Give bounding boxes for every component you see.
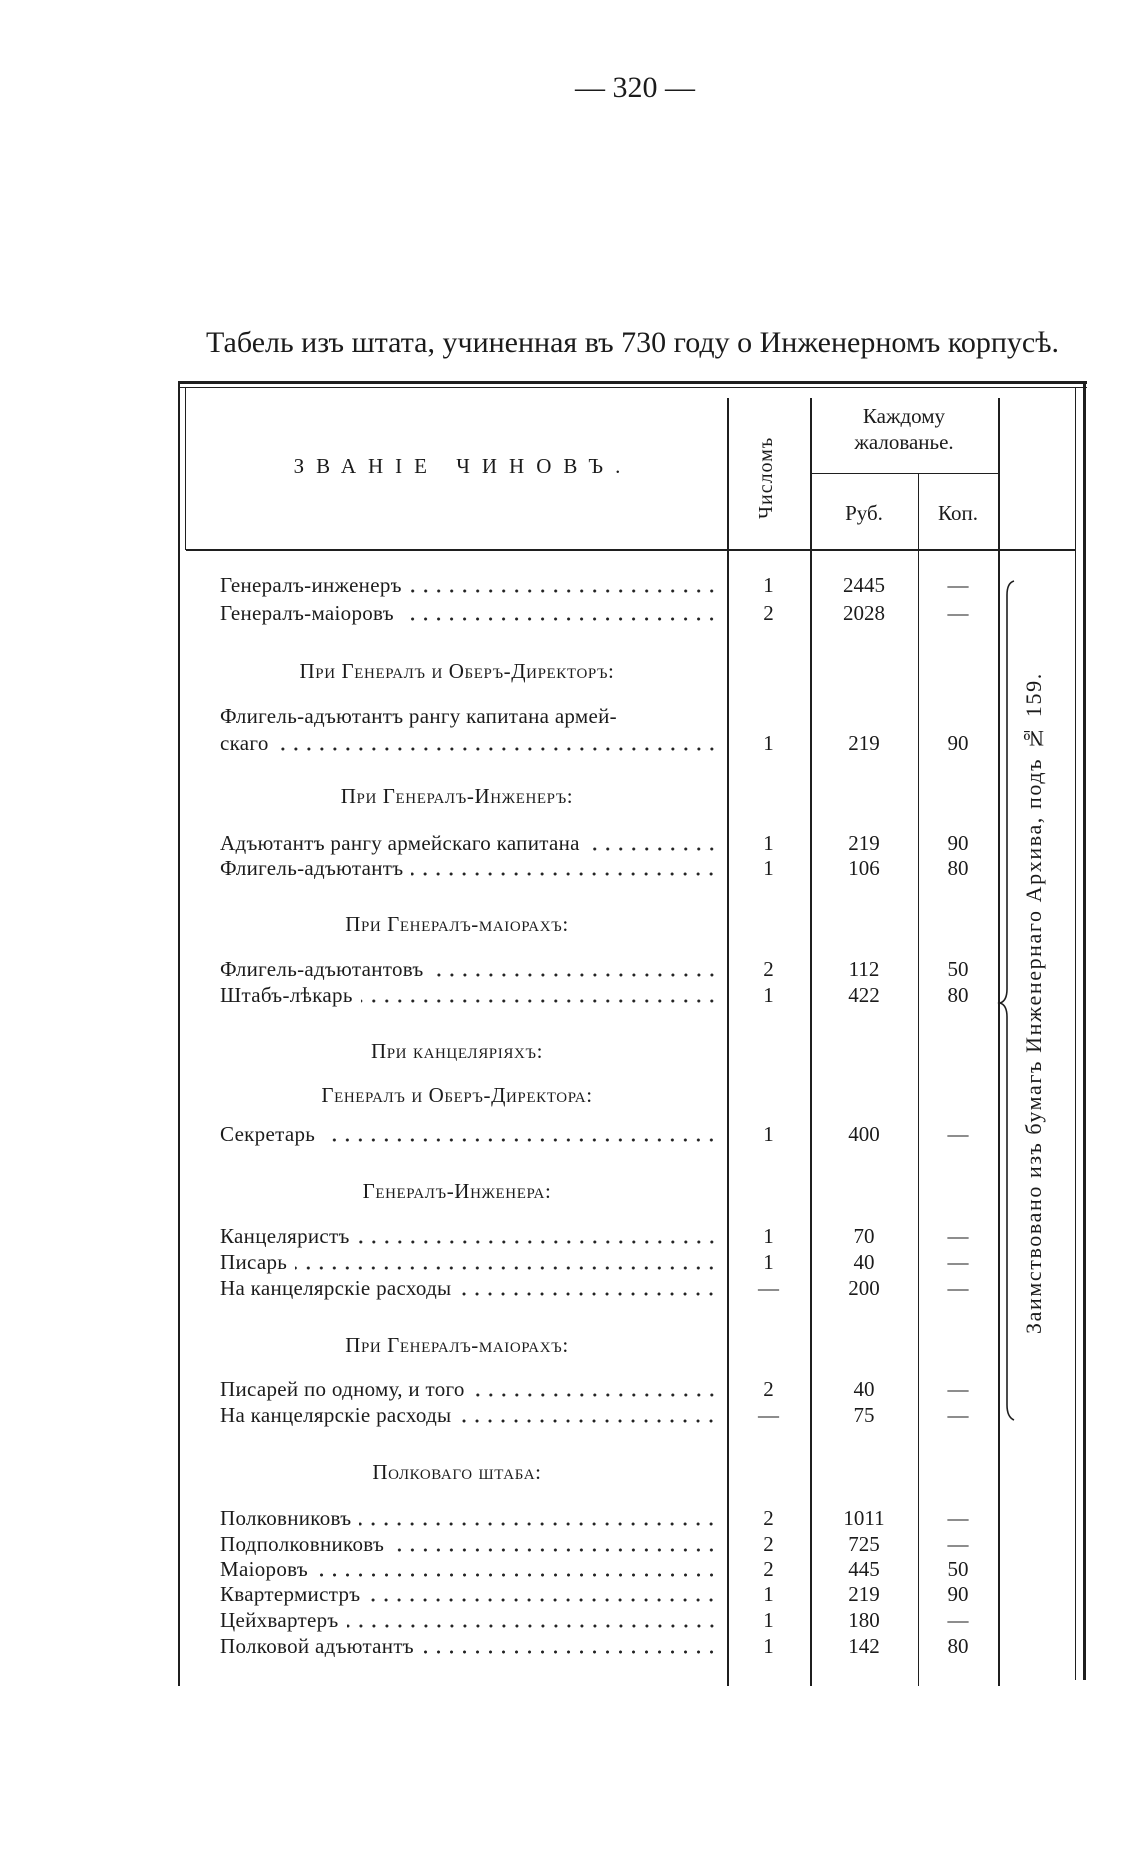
header-salary-line2: жалованье. [854,430,954,454]
kopecks-cell: 50 [947,957,969,981]
table-row [0,1402,1140,1428]
table-top-rule-outer [178,381,1087,384]
count-cell: 2 [763,1377,774,1401]
table-row [0,600,1140,626]
rank-name-wrap [220,1223,718,1249]
rank-name: Писарей по одному, и того [220,1377,465,1401]
count-cell: — [758,1276,779,1300]
table-row [0,1581,1140,1607]
rubles-cell: 2028 [843,601,885,625]
count-cell: 1 [763,1634,774,1658]
rank-name: Флигель-адъютантъ рангу капитана армей- [220,704,617,728]
count-cell: 1 [763,1582,774,1606]
section-heading: При Генералъ-Инженеръ: [340,784,574,808]
kopecks-cell: 90 [947,831,969,855]
kopecks-cell: — [947,1506,969,1530]
rank-name-wrap [220,956,718,982]
count-cell: 1 [763,573,774,597]
dot-leader [402,617,718,621]
table-row [0,1223,1140,1249]
rank-name: На канцелярскіе расходы [220,1403,452,1427]
count-cell: 2 [763,601,774,625]
dot-leader [473,1393,718,1397]
table-row [0,1275,1140,1301]
kopecks-cell: 50 [947,1557,969,1581]
rubles-cell: 725 [848,1532,880,1556]
rubles-cell: 70 [853,1224,875,1248]
rank-name-wrap [220,1402,718,1428]
count-cell: 1 [763,983,774,1007]
section-heading: Генералъ и Оберъ-Директора: [321,1083,593,1107]
count-cell: 1 [763,1608,774,1632]
kopecks-cell: — [947,1377,969,1401]
rank-name-wrap [220,600,718,626]
table-row [0,1556,1140,1582]
rank-name-wrap [220,1556,718,1582]
dot-leader [347,1624,718,1628]
rank-name: Маіоровъ [220,1557,308,1581]
count-cell: 2 [763,1532,774,1556]
rubles-cell: 422 [848,983,880,1007]
side-note: Заимствовано изъ бумагъ Инженернаго Архива, подъ № 159. [1021,672,1046,1334]
rank-name-wrap [220,1275,718,1301]
rank-name-wrap [220,1505,718,1531]
rubles-cell: 106 [848,856,880,880]
header-count: Числомъ [755,436,777,520]
dot-leader [411,872,718,876]
kopecks-cell: — [947,1122,969,1146]
dot-leader [358,1240,718,1244]
kopecks-cell: — [947,1250,969,1274]
table-row [0,730,1140,756]
count-cell: 1 [763,1250,774,1274]
dot-leader [368,1598,718,1602]
kopecks-cell: 80 [947,856,969,880]
table-row [0,1121,1140,1147]
section-heading: Полковаго штаба: [372,1460,542,1484]
table-row-wrapped-line [0,703,1140,729]
rank-name: На канцелярскіе расходы [220,1276,452,1300]
table-row [0,1531,1140,1557]
page-title: Табель изъ штата, учиненная въ 730 году о Инженерномъ корпусѣ. [205,326,1060,359]
section-heading-row [0,1459,1140,1485]
curly-brace [990,575,1020,1425]
kopecks-cell: 80 [947,1634,969,1658]
rubles-cell: 75 [853,1403,875,1427]
salary-sub-rule [810,473,998,474]
dot-leader [359,1522,718,1526]
rank-name-wrap [220,1249,718,1275]
count-cell: 1 [763,731,774,755]
dot-leader [410,589,718,593]
rank-name: Полковой адъютантъ [220,1634,414,1658]
dot-leader [323,1138,718,1142]
table-row [0,572,1140,598]
table-row [0,956,1140,982]
kopecks-cell: 80 [947,983,969,1007]
header-salary-line1: Каждому [862,404,946,428]
rubles-cell: 200 [848,1276,880,1300]
rank-name: Адъютантъ рангу армейскаго капитана [220,831,580,855]
rank-name: Квартермистръ [220,1582,361,1606]
rank-name-wrap [220,830,718,856]
dot-leader [277,747,718,751]
dot-leader [361,999,718,1003]
dot-leader [459,1292,718,1296]
dot-leader [432,973,718,977]
rank-name-wrap [220,1607,718,1633]
kopecks-cell: 90 [947,731,969,755]
rank-name-wrap [220,1121,718,1147]
rank-name: Канцеляристъ [220,1224,350,1248]
dot-leader [295,1266,718,1270]
section-heading-row [0,911,1140,937]
kopecks-cell: — [947,1532,969,1556]
table-row [0,1505,1140,1531]
section-heading-row [0,1038,1140,1064]
section-heading-row [0,1332,1140,1358]
rank-name-continuation: скаго [220,731,269,755]
rank-name: Цейхвартеръ [220,1608,339,1632]
rank-name: Генералъ-маіоровъ [220,601,394,625]
rubles-cell: 40 [853,1250,875,1274]
section-heading: При канцеляріяхъ: [370,1039,544,1063]
table-row [0,982,1140,1008]
page-number: — 320 — [575,71,695,104]
rank-name: Секретарь [220,1122,316,1146]
section-heading: При Генералъ и Оберъ-Директоръ: [299,659,615,683]
rubles-cell: 219 [848,1582,880,1606]
count-cell: 1 [763,1122,774,1146]
header-kopecks: Коп. [938,501,978,525]
count-cell: 1 [763,831,774,855]
count-cell: 2 [763,1506,774,1530]
dot-leader [316,1573,718,1577]
section-heading: При Генералъ-маіорахъ: [345,912,569,936]
count-cell: 2 [763,957,774,981]
header-bottom-rule [186,549,1076,551]
kopecks-cell: 90 [947,1582,969,1606]
rank-name-wrap [220,1376,718,1402]
rank-name: Подполковниковъ [220,1532,385,1556]
rank-name-wrap [220,982,718,1008]
rank-name: Штабъ-лѣкарь [220,983,353,1007]
dot-leader [422,1650,718,1654]
kopecks-cell: — [947,1608,969,1632]
section-heading-row [0,783,1140,809]
table-row [0,830,1140,856]
rubles-cell: 1011 [843,1506,885,1530]
table-row [0,1249,1140,1275]
section-heading-row [0,1178,1140,1204]
rank-name-wrap [220,703,718,729]
rubles-cell: 400 [848,1122,880,1146]
rubles-cell: 40 [853,1377,875,1401]
rubles-cell: 219 [848,731,880,755]
kopecks-cell: — [947,601,969,625]
count-cell: 1 [763,1224,774,1248]
kopecks-cell: — [947,1224,969,1248]
dot-leader [392,1548,718,1552]
rank-name: Полковниковъ [220,1506,352,1530]
rank-name: Флигель-адъютантовъ [220,957,424,981]
table-row [0,1607,1140,1633]
rank-name: Флигель-адъютантъ [220,856,404,880]
rubles-cell: 2445 [843,573,885,597]
rubles-cell: 180 [848,1608,880,1632]
table-row [0,1633,1140,1659]
rubles-cell: 219 [848,831,880,855]
rank-name-wrap [220,572,718,598]
rank-name-wrap [220,1531,718,1557]
header-rank: ЗВАНІЕ ЧИНОВЪ. [293,454,633,478]
count-cell: 2 [763,1557,774,1581]
header-rubles: Руб. [845,501,883,525]
count-cell: — [758,1403,779,1427]
kopecks-cell: — [947,573,969,597]
section-heading-row [0,658,1140,684]
rank-name-wrap [220,1633,718,1659]
table-row [0,1376,1140,1402]
kopecks-cell: — [947,1276,969,1300]
left-border-inner [185,388,186,550]
kopecks-cell: — [947,1403,969,1427]
rubles-cell: 142 [848,1634,880,1658]
table-row [0,855,1140,881]
dot-leader [588,847,718,851]
rubles-cell: 112 [848,957,880,981]
rank-name-wrap [220,730,718,756]
section-heading: При Генералъ-маіорахъ: [345,1333,569,1357]
rank-name: Писарь [220,1250,288,1274]
dot-leader [459,1419,718,1423]
rank-name: Генералъ-инженеръ [220,573,402,597]
rubles-cell: 445 [848,1557,880,1581]
section-heading-row [0,1082,1140,1108]
rank-name-wrap [220,855,718,881]
rank-name-wrap [220,1581,718,1607]
curly-brace-path [1000,581,1014,1420]
count-cell: 1 [763,856,774,880]
section-heading: Генералъ-Инженера: [362,1179,552,1203]
table-top-rule-inner [178,387,1087,388]
